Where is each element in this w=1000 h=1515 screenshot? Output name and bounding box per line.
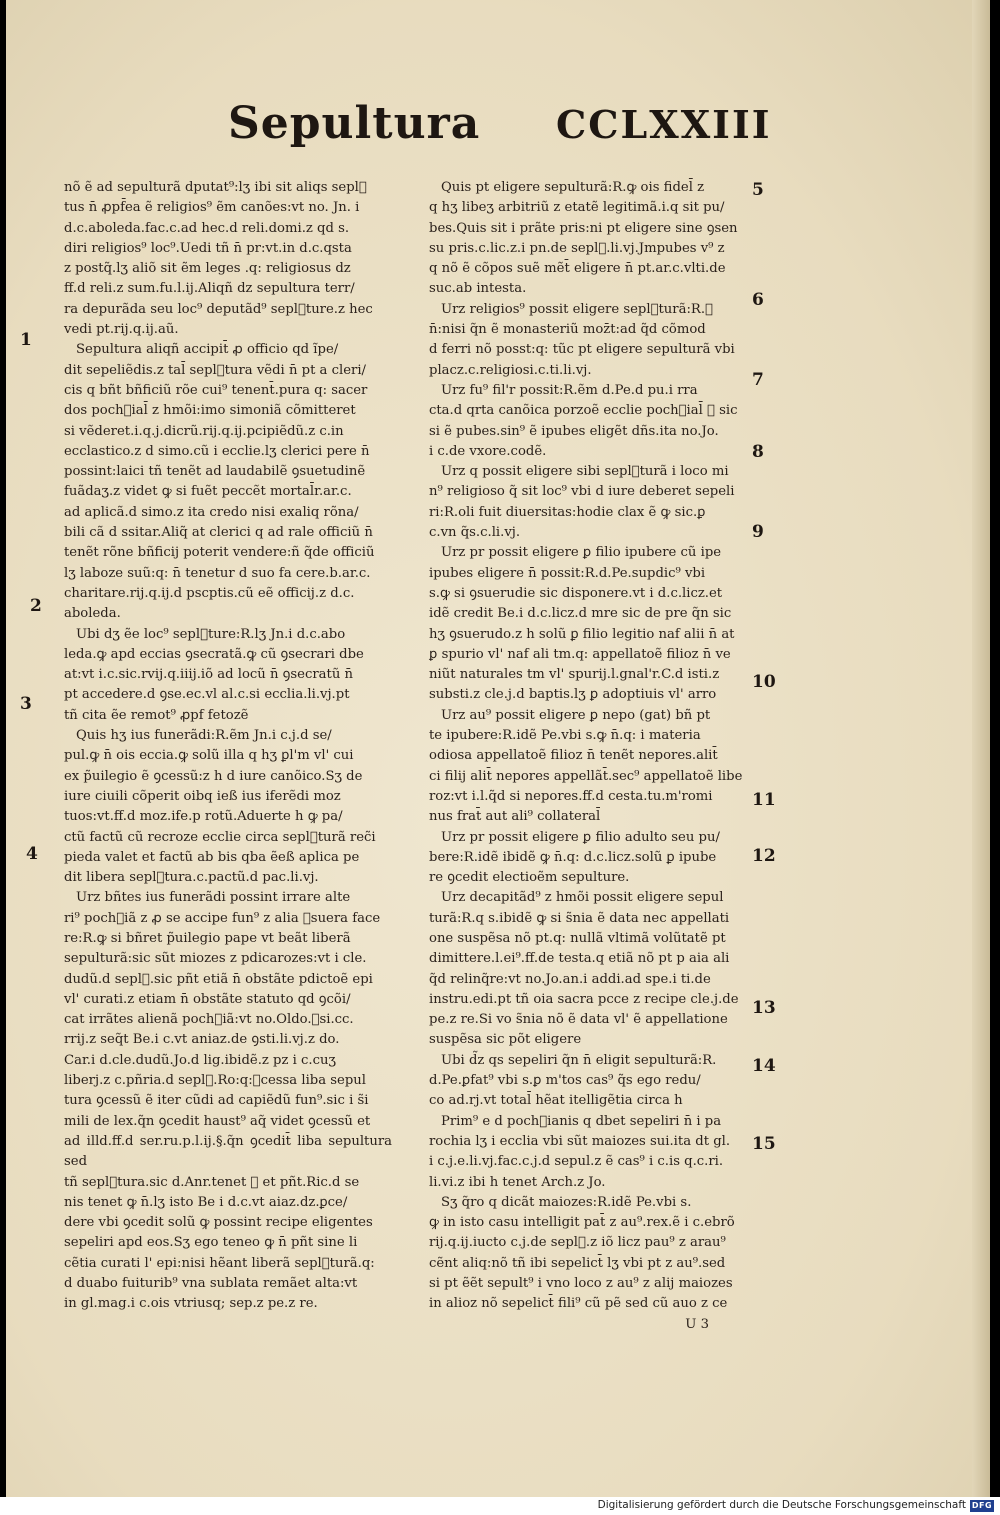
text-line: dos poch᷑ial̄ z hmõi:imo simoniã cõmitteret	[64, 403, 356, 419]
text-line: cis q bñt bñficiũ rõe cui⁹ tenent̄.pura q: sacer	[64, 382, 368, 398]
marginal-number-12: 12	[752, 846, 776, 866]
text-line: dit libera sepl᷑tura.c.pactũ.d pac.li.vj.	[64, 870, 319, 886]
text-line: Quis pt eligere sepulturã:R.ꝙ ois fidel̄ z	[441, 180, 705, 195]
text-line: nis tenet ꝙ n̄.lʒ isto Be i d.c.vt aiaz.dz.ꝑce/	[64, 1194, 348, 1210]
text-line: ra depurãda seu loc⁹ deputãd⁹ sepl᷑ture.z hec	[64, 301, 373, 317]
text-line: ri⁹ poch᷑iã z ꝓ se accipe fun⁹ z alia ꝯsuera face	[64, 910, 381, 926]
text-line: fuãdaʒ.z videt ꝙ si fuẽt peccẽt mortal̄r.ar.c.	[64, 484, 352, 500]
text-line: pe.z re.Si vo s̃nia nõ ẽ data vl' ẽ appellatione	[429, 1012, 728, 1028]
text-line: si pt ẽẽt sepult⁹ i vno loco z au⁹ z alij maiozes	[429, 1276, 733, 1292]
text-line: ꝑ spurio vl' naf ali tm.q: appellatoẽ filioz n̄ ve	[429, 646, 731, 662]
text-line: leda.ꝙ apd eccias ꝯsecratã.ꝙ cũ ꝯsecrari dbe	[64, 646, 364, 662]
text-line: sepeliri apd eos.Sʒ ego teneo ꝙ n̄ pñt sine li	[64, 1235, 358, 1251]
text-line: si ẽ pubes.sin⁹ ẽ ipubes eligẽt dñs.ita no.Jo.	[429, 423, 719, 439]
text-line: n̄:nisi q̃n ẽ monasteriũ moz̄t:ad q̃d cõmod	[429, 322, 706, 338]
text-line: re:R.ꝙ si bñret p̃uilegio pape vt beãt liberã	[64, 930, 351, 946]
text-line: tura ꝯcessũ ẽ iter cũdi ad capiẽdũ fun⁹.sic i s̃i	[64, 1093, 369, 1109]
text-line: Quis hʒ ius funerãdi:R.ẽm Jn.i c.j.d se/	[76, 728, 332, 744]
marginal-number-3: 3	[20, 694, 32, 714]
text-line: d duabo fuiturib⁹ vna sublata remãet alta:vt	[64, 1276, 358, 1292]
text-line: Urz au⁹ possit eligere ꝑ nepo (gat) bñ pt	[441, 707, 711, 723]
book-page	[6, 0, 990, 1497]
text-line: ci filij alit̄ nepores appellãt̄.sec⁹ appellatoẽ libe	[429, 768, 743, 784]
text-line: charitare.rij.q.ij.d pscptis.cũ eẽ officij.z d.c.	[64, 585, 355, 601]
text-line: in gl.mag.i c.ois vtriusq; sep.z pe.z re.	[64, 1296, 318, 1312]
text-line: aboleda.	[64, 606, 121, 622]
text-line: dere vbi ꝯcedit solũ ꝙ possint recipe eligentes	[64, 1215, 373, 1231]
text-line: diri religios⁹ loc⁹.Uedi tñ n̄ pr:vt.in d.c.qsta	[64, 240, 352, 256]
left-column	[64, 178, 392, 1315]
text-line: nõ ẽ ad sepulturã dputat⁹:lʒ ibi sit aliqs sepl᷑	[64, 180, 367, 195]
text-line: tenẽt rõne bñficij poterit vendere:ñ q̃de officiũ	[64, 545, 375, 561]
text-line: bes.Quis sit i prãte pris:ni pt eligere sine ꝯsen	[429, 220, 738, 236]
text-line: q nõ ẽ cõpos suẽ mẽt̄ eligere n̄ pt.ar.c.vlti.de	[429, 261, 726, 277]
text-line: ri:R.oli fuit diuersitas:hodie clax ẽ ꝙ sic.ꝑ	[429, 504, 706, 520]
text-line: c.vn q̃s.c.li.vj.	[429, 525, 521, 541]
text-line: tñ cita ẽe remot⁹ ꝓpf fetozẽ	[64, 707, 249, 723]
text-line: te ipubere:R.idẽ Pe.vbi s.ꝙ n̄.q: i materia	[429, 728, 701, 744]
text-line: sepulturã:sic sũt miozes z pdicarozes:vt i cle.	[64, 951, 367, 967]
text-line: Sʒ q̃ro q dicãt maiozes:R.idẽ Pe.vbi s.	[441, 1194, 692, 1210]
text-line: q̃d relinq̃re:vt no.Jo.an.i addi.ad spe.i ti.de	[429, 971, 711, 987]
text-line: cta.d qrta canõica porzoẽ ecclie poch᷑ial̄ ꝙ sic	[429, 403, 738, 419]
right-column	[429, 178, 749, 1335]
text-line: pul.ꝙ n̄ ois eccia.ꝙ solũ illa q hʒ ꝑl'm vl' cui	[64, 748, 354, 764]
text-line: ad aplicã.d simo.z ita credo nisi exaliq rõna/	[64, 504, 359, 520]
marginal-number-1: 1	[20, 330, 32, 350]
text-line: placz.c.religiosi.c.ti.li.vj.	[429, 362, 592, 378]
text-line: rochia lʒ i ecclia vbi sũt maiozes sui.ita dt gl.	[429, 1133, 731, 1149]
text-line: bili cã d ssitar.Aliq̃ at clerici q ad rale officiũ n̄	[64, 525, 373, 541]
text-line: q hʒ libeʒ arbitriũ z etatẽ legitimã.i.q sit pu/	[429, 200, 725, 216]
text-line: s.ꝙ si ꝯsuerudie sic disponere.vt i d.c.licz.et	[429, 585, 723, 601]
text-line: li.vi.z ibi h tenet Arch.z Jo.	[429, 1174, 606, 1190]
running-title: Sepultura	[228, 98, 481, 149]
text-line: ex p̃uilegio ẽ ꝯcessũ:z h d iure canõico.Sʒ de	[64, 768, 363, 784]
marginal-number-15: 15	[752, 1134, 776, 1154]
text-line: pt accedere.d ꝯse.ec.vl al.c.si ecclia.li.vj.pt	[64, 687, 350, 703]
text-line: co ad.rj.vt total̄ hẽat itelligẽtia circa h	[429, 1093, 683, 1109]
text-line: dudũ.d sepl᷑.sic pñt etiã n̄ obstãte pdictoẽ epi	[64, 971, 373, 987]
text-line: Prim⁹ e d poch᷑ianis q dbet sepeliri n̄ i pa	[441, 1113, 722, 1129]
text-line: mili de lex.q̃n ꝯcedit haust⁹ aq̃ videt ꝯcessũ et	[64, 1113, 371, 1129]
page-edge	[972, 0, 990, 1497]
marginal-number-11: 11	[752, 790, 776, 810]
text-line: dimittere.l.ei⁹.ff.de testa.q etiã nõ pt p aia ali	[429, 951, 730, 967]
text-line: lʒ laboze suũ:q: n̄ tenetur d suo fa cere.b.ar.c.	[64, 565, 371, 581]
text-line: tñ sepl᷑tura.sic d.Anr.tenet ꝙ et pñt.Ric.d se	[64, 1174, 360, 1190]
text-line: Car.i d.cle.dudũ.Jo.d lig.ibidẽ.z pz i c.cuʒ	[64, 1052, 336, 1068]
text-line: Urz pr possit eligere ꝑ filio ipubere cũ ipe	[441, 545, 722, 561]
text-line: vl' curati.z etiam n̄ obstãte statuto qd ꝯcõi/	[64, 991, 351, 1007]
text-line: idẽ credit Be.i d.c.licz.d mre sic de pre q̃n sic	[429, 606, 732, 622]
marginal-number-10: 10	[752, 672, 776, 692]
text-line: Urz religios⁹ possit eligere sepl᷑turã:R.ꝙ	[441, 301, 713, 317]
folio-number: CCLXXIII	[556, 102, 772, 147]
text-line: Ubi d̃z qs sepeliri q̃n n̄ eligit sepulturã:R.	[441, 1052, 717, 1068]
text-line: odiosa appellatoẽ filioz n̄ tenẽt nepores.alit̄	[429, 748, 718, 764]
text-line: turã:R.q s.ibidẽ ꝙ si s̃nia ẽ data nec appellati	[429, 910, 730, 926]
text-line: ꝙ in isto casu intelligit pat̄ z au⁹.rex.ẽ i c.ebrõ	[429, 1215, 735, 1231]
text-line: suspẽsa sic põt eligere	[429, 1032, 582, 1048]
text-line: suc.ab intesta.	[429, 281, 527, 297]
text-line: dit sepeliẽdis.z tal̄ sepl᷑tura vẽdi n̄ pt a cleri/	[64, 362, 366, 378]
marginal-number-7: 7	[752, 370, 764, 390]
text-line: d ferri nõ posst:q: tũc pt eligere sepulturã vbi	[429, 342, 735, 358]
text-line: ctũ factũ cũ recroze ecclie circa sepl᷑turã rec̃i	[64, 829, 376, 845]
text-line: hʒ ꝯsuerudo.z h solũ ꝑ filio legitio naf alii n̄ at	[429, 626, 735, 642]
text-line: liberj.z c.pñria.d sepl᷑.Ro:q:ꝯcessa liba sepul	[64, 1073, 367, 1089]
text-line: d.Pe.ꝑfat⁹ vbi s.ꝑ m'tos cas⁹ q̃s ego redu/	[429, 1073, 701, 1089]
text-line: cẽtia curati l' epi:nisi hẽant liberã sepl᷑turã.q:	[64, 1255, 375, 1271]
text-line: re ꝯcedit electioẽm sepulture.	[429, 870, 630, 886]
text-line: Urz fu⁹ fil'r possit:R.ẽm d.Pe.d pu.i rra	[441, 382, 698, 398]
marginal-number-2: 2	[30, 596, 42, 616]
text-line: su pris.c.lic.z.i pn.de sepl᷑.li.vj.Jmpubes v⁹ z	[429, 240, 725, 256]
marginal-number-9: 9	[752, 522, 764, 542]
marginal-number-4: 4	[26, 844, 38, 864]
text-line: i c.de vxore.codẽ.	[429, 443, 547, 459]
text-line: pieda valet et factũ ab bis qba ẽeß aplica pe	[64, 849, 360, 865]
text-line: rij.q.ij.iucto c.j.de sepl᷑.z iõ licz pau⁹ z arau⁹	[429, 1235, 726, 1251]
text-line: Urz bñtes ius funerãdi possint irrare alte	[76, 890, 351, 906]
signature-mark: U 3	[685, 1316, 709, 1332]
text-line: tuos:vt.ff.d moz.ife.p rotũ.Aduerte h ꝙ pa/	[64, 809, 343, 825]
text-line: tus n̄ ꝓpf̄ea ẽ religios⁹ ẽm canões:vt no. Jn. i	[64, 200, 360, 216]
text-line: i c.j.e.li.vj.fac.c.j.d sepul.z ẽ cas⁹ i c.is q.c.ri.	[429, 1154, 724, 1170]
text-line: iure ciuili cõperit oibq ieß ius iferẽdi moz	[64, 788, 341, 804]
text-line: Urz q possit eligere sibi sepl᷑turã i loco mi	[441, 464, 729, 480]
text-line: Urz decapitãd⁹ z hmõi possit eligere sepul	[441, 890, 724, 906]
text-line: Urz pr possit eligere ꝑ filio adulto seu pu/	[441, 829, 720, 845]
text-line: cat irrãtes alienã poch᷑iã:vt no.Oldo.ꝯsi.cc.	[64, 1012, 354, 1028]
text-line: si vẽderet.i.q.j.dicrũ.rij.q.ij.pcipiẽdũ.z c.in	[64, 423, 344, 439]
running-head	[6, 98, 990, 158]
dfg-logo-icon: DFG	[971, 1501, 993, 1510]
text-line: roz:vt i.l.q̃d si nepores.ff.d cesta.tu.m'romi	[429, 788, 713, 804]
text-line: vedi pt.rij.q.ij.aũ.	[64, 322, 179, 338]
text-line: ipubes eligere n̄ possit:R.d.Pe.supdic⁹ vbi	[429, 565, 706, 581]
text-line: ff.d reli.z sum.fu.l.ij.Aliqñ dz sepultura terr/	[64, 281, 355, 297]
text-line: substi.z cle.j.d baptis.lʒ ꝑ adoptiuis vl' arro	[429, 687, 717, 703]
text-line: possint:laici tñ tenẽt ad laudabilẽ ꝯsuetudinẽ	[64, 464, 366, 480]
text-line: Ubi dʒ ẽe loc⁹ sepl᷑ture:R.lʒ Jn.i d.c.abo	[76, 626, 346, 642]
marginal-number-8: 8	[752, 442, 764, 462]
text-line: ecclastico.z d simo.cũ i ecclie.lʒ clerici pere n̄	[64, 443, 370, 459]
marginal-number-14: 14	[752, 1056, 776, 1076]
dfg-credit: Digitalisierung gefördert durch die Deutsche Forschungsgemeinschaft	[597, 1499, 966, 1511]
text-line: rrij.z seq̃t Be.i c.vt aniaz.de ꝯsti.li.vj.z do.	[64, 1032, 340, 1048]
text-line: instru.edi.pt tñ oia sacra pcce z recipe cle.j.de	[429, 991, 739, 1007]
text-line: cẽnt aliq:nõ tñ ibi sepelict̄ lʒ vbi pt z au⁹.sed	[429, 1255, 726, 1271]
text-line: one suspẽsa nõ pt.q: nullã vltimã volũtatẽ pt	[429, 930, 726, 946]
marginal-number-5: 5	[752, 180, 764, 200]
text-line: d.c.aboleda.fac.c.ad hec.d reli.domi.z qd s.	[64, 220, 350, 236]
text-line: at:vt i.c.sic.rvij.q.iiij.iõ ad locũ n̄ ꝯsecratũ n̄	[64, 667, 354, 683]
text-line: bere:R.idẽ ibidẽ ꝙ n̄.q: d.c.licz.solũ ꝑ ipube	[429, 849, 717, 865]
text-line: z postq̃.lʒ aliõ sit ẽm leges .q: religiosus dz	[64, 261, 351, 277]
text-line: niũt naturales tm vl' spurij.l.gnal'r.C.d isti.z	[429, 667, 720, 683]
text-line: n⁹ religioso q̃ sit loc⁹ vbi d iure deberet sepeli	[429, 484, 735, 500]
text-line: in alioz nõ sepelict̄ fili⁹ cũ pẽ sed cũ auo z ce	[429, 1296, 728, 1312]
text-line: ad illd.ff.d ser.ru.p.l.ij.§.q̃n ꝯcedit̄ liba sepultura sed	[64, 1133, 392, 1170]
digitization-footer	[0, 1497, 1000, 1515]
text-line: Sepultura aliqñ accipit̄ ꝓ officio qd ĩpe/	[76, 342, 339, 358]
marginal-number-6: 6	[752, 290, 764, 310]
marginal-number-13: 13	[752, 998, 776, 1018]
text-line: nus frat̄ aut ali⁹ collateral̄	[429, 809, 601, 825]
